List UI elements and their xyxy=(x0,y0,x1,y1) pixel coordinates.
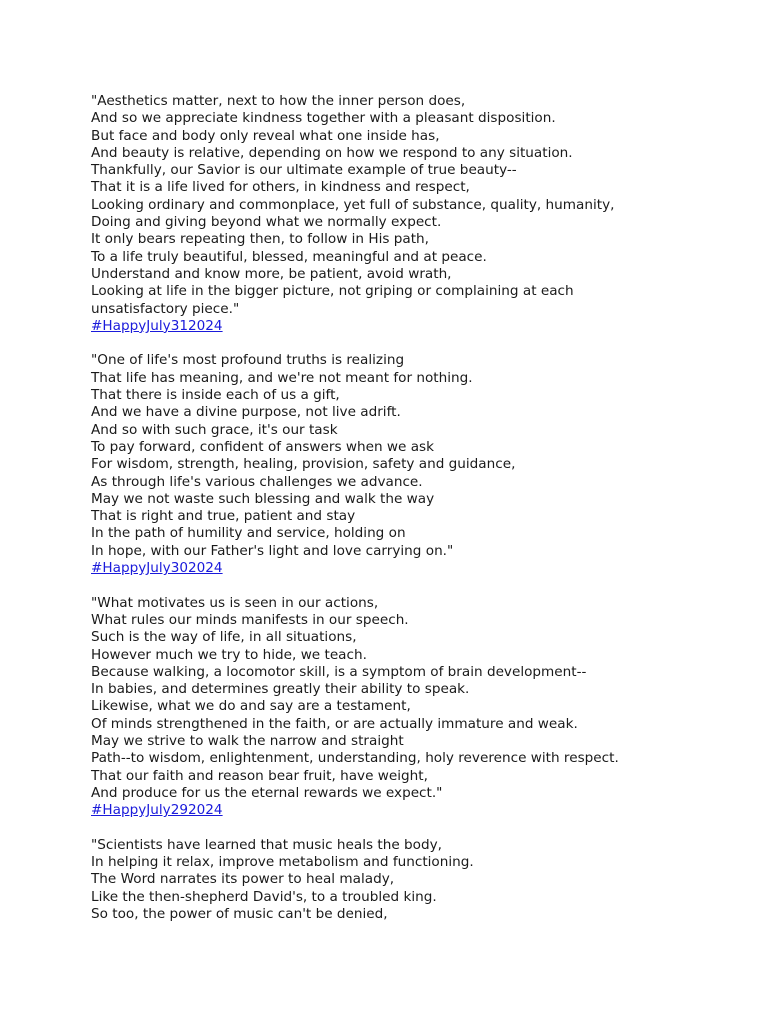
poem-line: And so we appreciate kindness together with a pleasant disposition. xyxy=(91,110,556,127)
poem-line: The Word narrates its power to heal malady, xyxy=(91,871,395,888)
poem-line: Such is the way of life, in all situations, xyxy=(91,629,357,646)
poem-line: To a life truly beautiful, blessed, meaningful and at peace. xyxy=(91,248,487,265)
poem-line: Doing and giving beyond what we normally expect. xyxy=(91,214,442,231)
poem-line: Likewise, what we do and say are a testament, xyxy=(91,698,411,715)
poem-line: In the path of humility and service, holding on xyxy=(91,525,406,542)
poem-music xyxy=(91,837,731,923)
poem-line: And we have a divine purpose, not live adrift. xyxy=(91,404,401,421)
poem-line: "Aesthetics matter, next to how the inner person does, xyxy=(91,93,466,109)
poem-line: Thankfully, our Savior is our ultimate example of true beauty-- xyxy=(91,162,517,179)
poem-line: "What motivates us is seen in our actions, xyxy=(91,594,379,611)
poem-line: May we strive to walk the narrow and straight xyxy=(91,732,404,749)
poem-line: May we not waste such blessing and walk the way xyxy=(91,490,435,507)
poem-july-29 xyxy=(91,595,731,820)
poem-line: Path--to wisdom, enlightenment, understanding, holy reverence with respect. xyxy=(91,750,619,767)
poem-line: Because walking, a locomotor skill, is a symptom of brain development-- xyxy=(91,663,587,680)
poem-line: And produce for us the eternal rewards we expect." xyxy=(91,784,443,801)
poem-line: unsatisfactory piece." xyxy=(91,300,240,317)
hashtag-link[interactable]: #HappyJuly302024 xyxy=(91,560,223,577)
poem-line: However much we try to hide, we teach. xyxy=(91,646,367,663)
poem-line: That it is a life lived for others, in kindness and respect, xyxy=(91,179,470,196)
poem-line: What rules our minds manifests in our speech. xyxy=(91,611,409,628)
poem-line: For wisdom, strength, healing, provision, safety and guidance, xyxy=(91,456,516,473)
poem-line: It only bears repeating then, to follow in His path, xyxy=(91,231,429,248)
poem-line: "One of life's most profound truths is realizing xyxy=(91,352,405,369)
poem-july-31 xyxy=(91,93,731,335)
poem-line: And beauty is relative, depending on how we respond to any situation. xyxy=(91,144,573,161)
hashtag-link[interactable]: #HappyJuly292024 xyxy=(91,802,223,819)
poem-line: That is right and true, patient and stay xyxy=(91,508,356,525)
poem-line: That life has meaning, and we're not meant for nothing. xyxy=(91,369,473,386)
poem-line: To pay forward, confident of answers when we ask xyxy=(91,438,434,455)
poem-line: "Scientists have learned that music heals the body, xyxy=(91,836,442,853)
poem-line: In helping it relax, improve metabolism and functioning. xyxy=(91,854,474,871)
poem-july-30 xyxy=(91,352,731,577)
poem-line: That there is inside each of us a gift, xyxy=(91,387,340,404)
poem-line: But face and body only reveal what one inside has, xyxy=(91,127,440,144)
poem-line: Understand and know more, be patient, avoid wrath, xyxy=(91,265,452,282)
hashtag-link[interactable]: #HappyJuly312024 xyxy=(91,317,223,334)
poem-line: Like the then-shepherd David's, to a troubled king. xyxy=(91,888,437,905)
poem-line: So too, the power of music can't be denied, xyxy=(91,905,388,922)
poem-line: Of minds strengthened in the faith, or are actually immature and weak. xyxy=(91,715,578,732)
poem-line: Looking at life in the bigger picture, not griping or complaining at each xyxy=(91,283,574,300)
poem-line: That our faith and reason bear fruit, have weight, xyxy=(91,767,428,784)
poem-line: In babies, and determines greatly their ability to speak. xyxy=(91,681,470,698)
poem-line: Looking ordinary and commonplace, yet full of substance, quality, humanity, xyxy=(91,196,615,213)
poem-line: And so with such grace, it's our task xyxy=(91,421,338,438)
poem-line: As through life's various challenges we advance. xyxy=(91,473,423,490)
document-page xyxy=(91,93,731,941)
poem-line: In hope, with our Father's light and love carrying on." xyxy=(91,542,454,559)
